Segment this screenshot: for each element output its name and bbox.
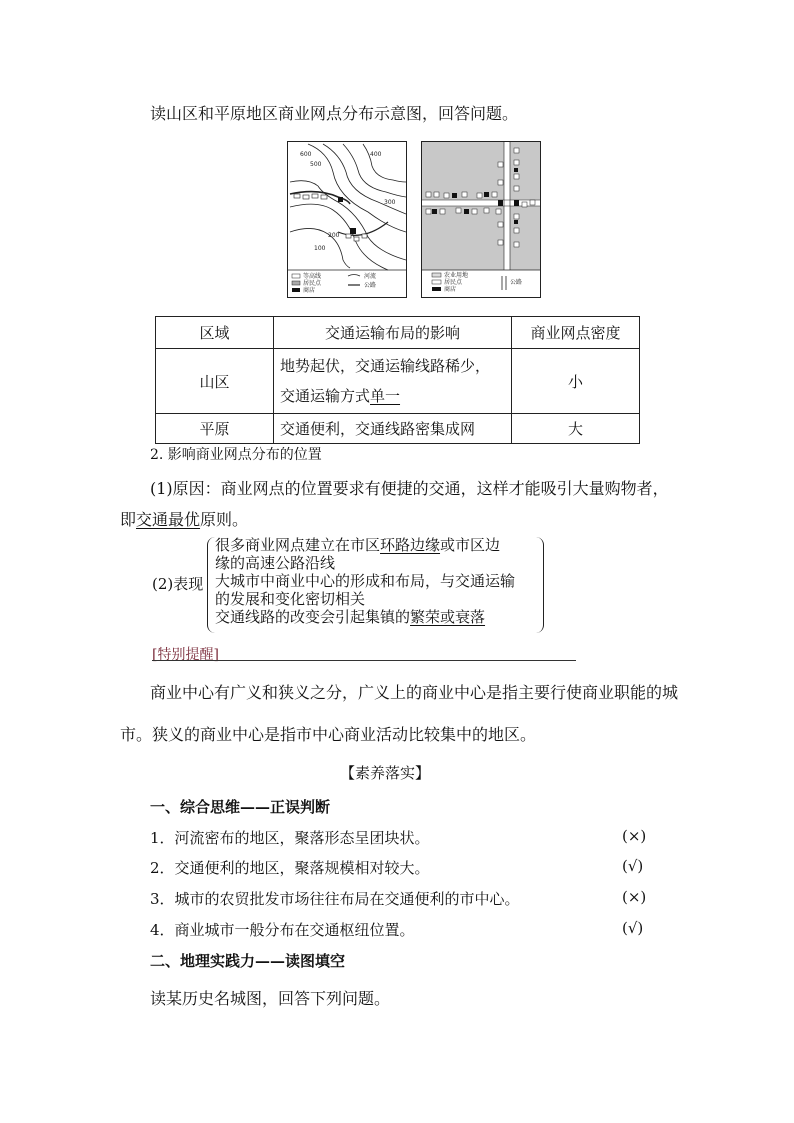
- table-row: [156, 414, 640, 444]
- settlement-marker: [477, 193, 482, 198]
- effect-text: 交通运输方式: [280, 387, 371, 405]
- shop-marker: [484, 192, 489, 197]
- tip-line-1: 商业中心有广义和狭义之分，广义上的商业中心是指主要行使商业职能的城: [150, 683, 679, 702]
- settlement-marker: [498, 240, 503, 245]
- judge-item: 2．交通便利的地区，聚落规模相对较大。: [150, 859, 430, 877]
- contour-label-2: 500: [310, 161, 322, 168]
- settlement-marker: [514, 186, 519, 191]
- legend-contour: 等高线: [303, 273, 322, 280]
- mountain-map-drawing: [288, 142, 406, 297]
- settlement-marker: [312, 194, 318, 198]
- settlement-marker: [362, 234, 367, 238]
- settlement-marker: [321, 195, 327, 199]
- reason-text: 原则。: [200, 510, 249, 529]
- section-heading: 2. 影响商业网点分布的位置: [150, 447, 322, 463]
- legend-road: 公路: [510, 279, 523, 286]
- judge-item: 4．商业城市一般分布在交通枢纽位置。: [150, 921, 415, 939]
- legend-shop: 商店: [444, 286, 457, 293]
- table-cell-effect: [274, 349, 512, 414]
- effect-line: 地势起伏，交通运输线路稀少，: [280, 357, 491, 375]
- plain-map-drawing: [422, 142, 540, 297]
- table-cell-region: 平原: [156, 414, 274, 444]
- show-line: 缘的高速公路沿线: [215, 554, 336, 572]
- settlement-marker: [498, 180, 503, 185]
- settlement-marker: [303, 195, 309, 199]
- legend-river: 河流: [364, 273, 377, 280]
- show-text: 或市区边: [440, 536, 501, 554]
- intro-text: 读山区和平原地区商业网点分布示意图，回答问题。: [150, 104, 519, 123]
- comparison-table: [155, 316, 640, 444]
- table-header-cell: 交通运输布局的影响: [274, 317, 512, 349]
- reason-line: (1)原因：商业网点的位置要求有便捷的交通，这样才能吸引大量购物者，: [150, 479, 669, 498]
- settlement-marker: [472, 209, 477, 214]
- settlement-marker: [530, 200, 535, 205]
- table-cell-effect: 交通便利，交通线路密集成网: [274, 414, 512, 444]
- show-item-1: [215, 536, 515, 626]
- legend-shop: 商店: [303, 287, 316, 294]
- settlement-marker: [462, 192, 467, 197]
- judge-mark: (×): [622, 827, 647, 845]
- shop-marker: [498, 200, 503, 206]
- right-brace: [535, 537, 544, 633]
- contour-label-4: 300: [384, 199, 396, 206]
- settlement-marker: [498, 162, 503, 167]
- shop-marker: [514, 168, 518, 172]
- contour-line: [363, 144, 406, 182]
- table-header-row: [156, 317, 640, 349]
- settlement-marker: [514, 242, 519, 247]
- settlement-marker: [346, 234, 351, 238]
- legend-farmland: 农业用地: [444, 272, 469, 279]
- show-line: [215, 536, 515, 554]
- judge-mark: (×): [622, 888, 647, 906]
- table-header-cell: 区域: [156, 317, 274, 349]
- settlement-marker: [514, 228, 519, 233]
- table-header-cell: 商业网点密度: [512, 317, 640, 349]
- reason-text: 即: [120, 510, 137, 529]
- settlement-marker: [440, 209, 445, 214]
- show-text: 交通线路的改变会引起集镇的: [215, 608, 411, 626]
- show-underlined: 繁荣或衰落: [410, 608, 486, 626]
- table-cell-density: 小: [512, 349, 640, 414]
- settlement-marker: [522, 202, 527, 207]
- shop-marker: [338, 197, 343, 202]
- reason-underlined: 交通最优: [136, 510, 201, 529]
- settlement-marker: [484, 208, 489, 213]
- part-heading-2: 二、地理实践力——读图填空: [150, 952, 346, 970]
- settlement-marker: [514, 148, 519, 153]
- settlement-marker: [294, 194, 300, 198]
- show-label: (2)表现: [152, 575, 204, 593]
- show-text: 很多商业网点建立在市区: [215, 536, 381, 554]
- settlement-marker: [492, 192, 497, 197]
- legend-settlement: 居民点: [444, 279, 463, 286]
- shop-marker: [514, 220, 518, 224]
- judge-item: 3．城市的农贸批发市场往往布局在交通便利的市中心。: [150, 890, 520, 908]
- contour-label-6: 100: [314, 245, 326, 252]
- mountain-area-map: [287, 141, 407, 298]
- legend-road: 公路: [364, 282, 377, 289]
- effect-line: [280, 381, 505, 411]
- show-line: 的发展和变化密切相关: [215, 590, 366, 608]
- contour-label-1: 600: [300, 151, 312, 158]
- shop-marker: [452, 193, 457, 198]
- settlement-marker: [514, 174, 519, 179]
- settlement-marker: [514, 160, 519, 165]
- table-cell-density: 大: [512, 414, 640, 444]
- settlement-marker: [434, 192, 439, 197]
- settlement-marker: [496, 209, 501, 214]
- legend-settlement: 居民点: [303, 280, 322, 287]
- show-line: 大城市中商业中心的形成和布局，与交通运输: [215, 572, 516, 590]
- settlement-marker: [426, 192, 431, 197]
- show-line: [215, 608, 515, 626]
- settlement-marker: [456, 208, 461, 213]
- river-line: [338, 222, 388, 235]
- settlement-marker: [354, 237, 359, 241]
- settlement-marker: [514, 214, 519, 219]
- contour-label-5: 200: [328, 232, 340, 239]
- table-cell-region: 山区: [156, 349, 274, 414]
- question-text: 读某历史名城图，回答下列问题。: [150, 989, 391, 1008]
- settlement-marker: [426, 209, 431, 214]
- judge-mark: (√): [622, 919, 644, 937]
- judge-mark: (√): [622, 857, 644, 875]
- tip-line-2: 市。狭义的商业中心是指市中心商业活动比较集中的地区。: [120, 725, 537, 744]
- plain-area-map: [421, 141, 541, 298]
- table-row: [156, 349, 640, 414]
- shop-marker: [432, 209, 437, 214]
- tip-label: [特别提醒]: [152, 647, 219, 663]
- settlement-marker: [498, 222, 503, 227]
- reason-line-2: [120, 507, 248, 530]
- part-heading-1: 一、综合思维——正误判断: [150, 798, 331, 816]
- shop-marker: [464, 209, 469, 214]
- contour-label-3: 400: [370, 151, 382, 158]
- judge-item: 1．河流密布的地区，聚落形态呈团块状。: [150, 829, 430, 847]
- practice-title: 【素养落实】: [340, 764, 431, 782]
- shop-marker: [514, 200, 519, 206]
- effect-underlined: 单一: [370, 387, 401, 405]
- shop-marker: [350, 228, 356, 234]
- tip-rule: [152, 660, 576, 661]
- show-underlined: 环路边缘: [380, 536, 441, 554]
- settlement-marker: [444, 193, 449, 198]
